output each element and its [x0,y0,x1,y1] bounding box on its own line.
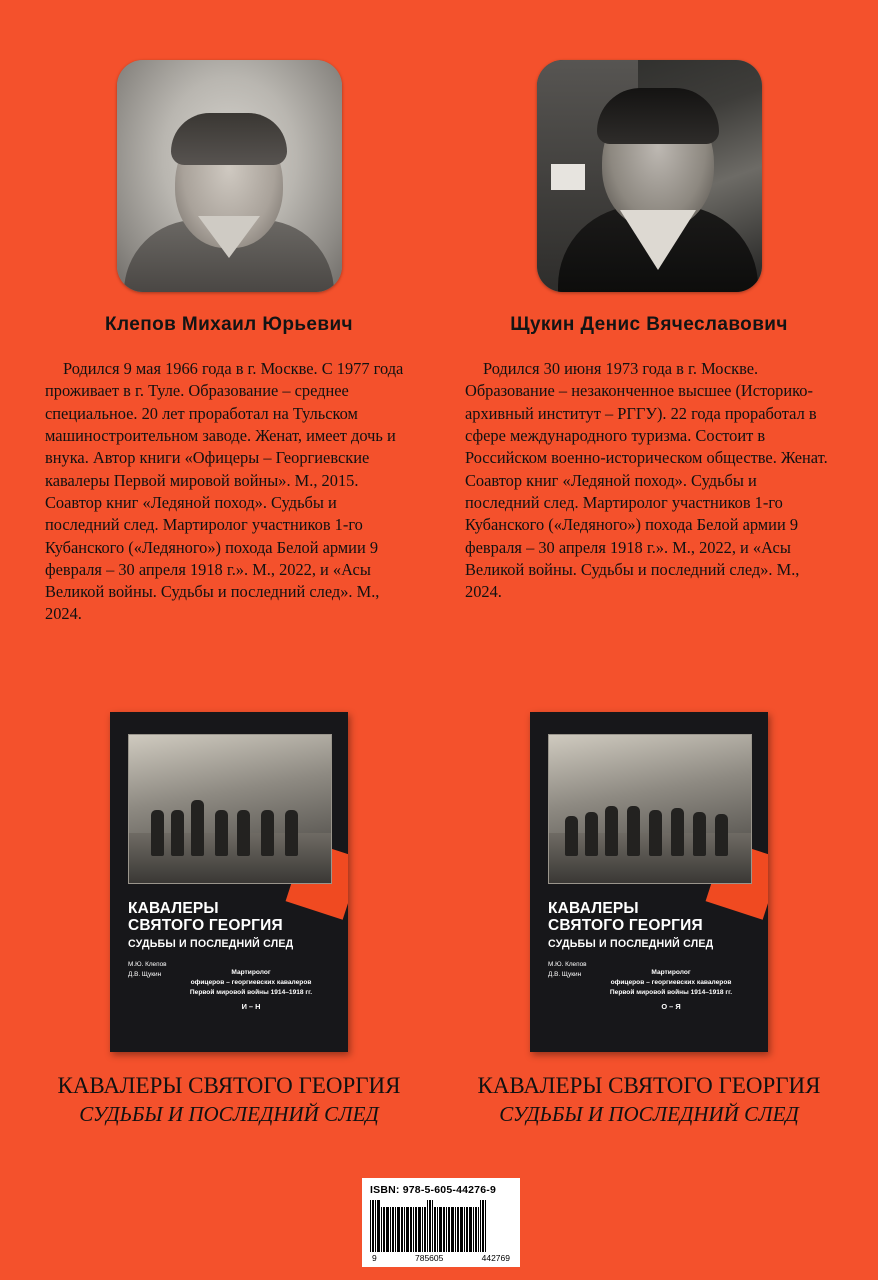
book-caption-2 [477,1072,820,1128]
book-cover-2 [530,712,768,1052]
cover-photo-figure [627,806,640,856]
book-caption-line2: СУДЬБЫ И ПОСЛЕДНИЙ СЛЕД [499,1102,799,1127]
cover-photo-figure [649,810,662,856]
cover-photo-figure [585,812,598,856]
author-photo-shchukin [537,60,762,292]
cover-photo-figure [285,810,298,856]
cover-photo-figure [191,800,204,856]
author-block-1 [45,60,413,626]
cover-photo-figure [605,806,618,856]
cover-martirolog-line2: офицеров – георгиевских кавалеров [610,979,732,987]
cover-title-line2: СВЯТОГО ГЕОРГИЯ [548,917,703,935]
book-cover-1 [110,712,348,1052]
book-caption-1 [57,1072,400,1128]
barcode-digit-right: 442769 [481,1253,510,1263]
cover-martirolog-line1: Мартиролог [231,969,271,976]
cover-title-line1: КАВАЛЕРЫ [548,900,639,917]
author-photo-wrap-1 [45,60,413,292]
cover-photo-figure [171,810,184,856]
barcode-digits [370,1253,512,1263]
cover-martirolog-line3: Первой мировой войны 1914–1918 гг. [609,989,733,997]
photo-sign [551,164,585,190]
cover-authors-small-2 [548,960,587,979]
cover-authors-small-1 [128,960,167,979]
cover-photo-figure [237,810,250,856]
cover-subtitle: СУДЬБЫ И ПОСЛЕДНИЙ СЛЕД [548,937,714,950]
cover-volume-range: И – Н [241,1001,261,1011]
cover-martirolog-2 [590,968,752,1012]
author-name-1: Клепов Михаил Юрьевич [105,314,353,335]
cover-author-small-line2: Д.В. Щукин [128,970,162,978]
cover-photo-figure [715,814,728,856]
cover-photo-figure [215,810,228,856]
cover-author-small-line2: Д.В. Щукин [548,970,582,978]
book-caption-line1: КАВАЛЕРЫ СВЯТОГО ГЕОРГИЯ [57,1073,401,1098]
cover-subtitle: СУДЬБЫ И ПОСЛЕДНИЙ СЛЕД [128,937,294,950]
cover-photo-figure [565,816,578,856]
cover-author-small-line1: М.Ю. Клепов [128,961,167,968]
authors-section [0,60,878,626]
author-photo-klepov [117,60,342,292]
photo-hair [597,88,719,144]
cover-photo-figure [693,812,706,856]
books-section [0,712,878,1128]
cover-photo-figure [151,810,164,856]
cover-photo-figure [261,810,274,856]
cover-volume-range: О – Я [661,1001,681,1011]
cover-martirolog-line2: офицеров – георгиевских кавалеров [190,979,312,987]
isbn-label: ISBN: 978-5-605-44276-9 [370,1184,497,1196]
isbn-barcode-box [362,1178,520,1267]
cover-title-line1: КАВАЛЕРЫ [128,900,219,917]
barcode-graphic [370,1200,512,1252]
cover-title-block-2 [548,900,754,950]
cover-title-line2: СВЯТОГО ГЕОРГИЯ [128,917,283,935]
cover-title-block-1 [128,900,334,950]
author-name-2: Щукин Денис Вячеславович [510,314,788,335]
cover-martirolog-line3: Первой мировой войны 1914–1918 гг. [189,989,313,997]
author-bio-1: Родился 9 мая 1966 года в г. Москве. С 1977 года проживает в г. Туле. Образование – среднее специальное. 20 лет проработал на Тульском машиностроительном заводе. Женат, имеет дочь и внука. Автор книги «Офицеры – Георгиевские кавалеры Первой мировой войны». М., 2015. Соавтор книг «Ледяной поход». Судьбы и последний след. Мартиролог участников 1-го Кубанского («Ледяного») похода Белой армии 9 февраля – 30 апреля 1918 г.». М., 2022, и «Асы Великой войны. Судьбы и последний след». М., 2024. [45,359,404,624]
author-bio-2: Родился 30 июня 1973 года в г. Москве. Образование – незаконченное высшее (Историко-архивный институт – РГГУ). 22 года проработал в сфере международного туризма. Состоит в Российском военно-историческом обществе. Женат. Соавтор книг «Ледяной поход». Судьбы и последний след. Мартиролог участников 1-го Кубанского («Ледяного») похода Белой армии 9 февраля – 30 апреля 1918 г.». М., 2022, и «Асы Великой войны. Судьбы и последний след». М., 2024. [465,359,828,602]
cover-martirolog-line1: Мартиролог [651,969,691,976]
cover-photo-inset [548,734,752,884]
cover-photo-figure [671,808,684,856]
author-photo-wrap-2 [465,60,833,292]
cover-martirolog-1 [170,968,332,1012]
barcode-digit-mid: 785605 [414,1253,444,1263]
book-caption-line2: СУДЬБЫ И ПОСЛЕДНИЙ СЛЕД [79,1102,379,1127]
book-block-2 [465,712,833,1128]
author-block-2 [465,60,833,626]
book-block-1 [45,712,413,1128]
photo-hair [171,113,287,165]
barcode-digit-left: 9 [372,1253,377,1263]
cover-photo-inset [128,734,332,884]
cover-author-small-line1: М.Ю. Клепов [548,961,587,968]
book-caption-line1: КАВАЛЕРЫ СВЯТОГО ГЕОРГИЯ [477,1073,821,1098]
